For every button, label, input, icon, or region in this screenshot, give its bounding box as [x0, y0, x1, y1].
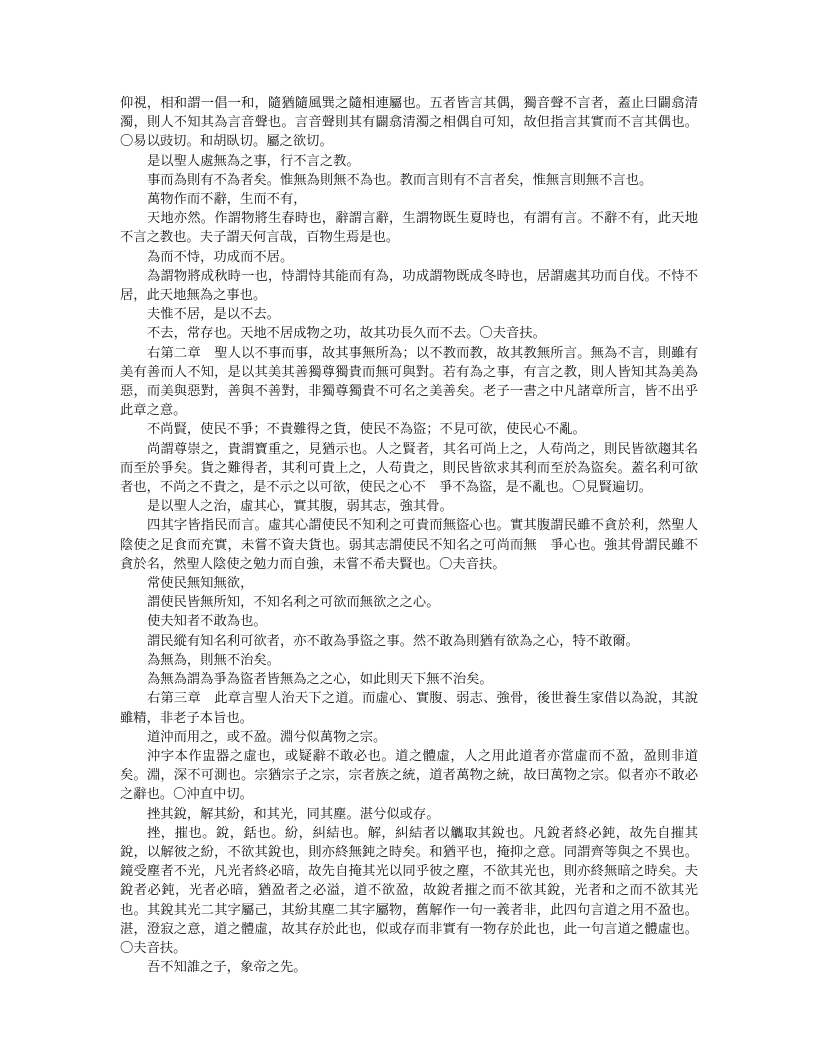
paragraph: 天地亦然。作謂物將生春時也，辭謂言辭，生謂物既生夏時也，有謂有言。不辭不有，此天地不言之教也。夫子謂天何言哉，百物生焉是也。: [120, 211, 698, 246]
paragraph: 萬物作而不辭，生而不有，: [147, 192, 307, 208]
paragraph: 尚謂尊崇之，貴謂寶重之，見猶示也。人之賢者，其名可尚上之，人苟尚之，則民皆欲趨其名而至於爭矣。貨之難得者，其利可貴上之，人苟貴之，則民皆欲求其利而至於為盜矣。蓋名利可欲者也，不尚之不貴之，是不示之以可欲，使民之心不 爭不為盜，是不亂也。〇見賢遍切。: [120, 441, 698, 496]
paragraph: 不去，常存也。天地不居成物之功，故其功長久而不去。〇夫音扶。: [147, 326, 546, 342]
paragraph: 為謂物將成秋時一也，恃謂恃其能而有為，功成謂物既成冬時也，居謂處其功而自伐。不恃不居，此天地無為之事也。: [120, 268, 698, 304]
paragraph: 謂使民皆無所知，不知名利之可欲而無欲之之心。: [147, 595, 440, 611]
paragraph: 夫惟不居，是以不去。: [147, 307, 280, 323]
paragraph: 事而為則有不為者矣。惟無為則無不為也。教而言則有不言者矣，惟無言則無不言也。: [147, 172, 653, 188]
paragraph: 謂民縱有知名利可欲者，亦不敢為爭盜之事。然不敢為則猶有欲為之心，特不敢爾。: [147, 633, 639, 649]
paragraph: 挫，摧也。銳，銛也。紛，糾結也。解，糾結者以觿取其銳也。凡銳者終必鈍，故先自摧其銳，以解彼之紛，不欲其銳也，則亦終無鈍之時矣。和猶平也，掩抑之意。同謂齊等與之不異也。鏡受塵者不光，凡光者終必暗，故先自掩其光以同乎彼之塵，不欲其光也，則亦終無暗之時矣。夫銳者必鈍，光者必暗，猶盈者之必溢，道不欲盈，故銳者摧之而不欲其銳，光者和之而不欲其光也。其銳其光二其字屬己，其紛其塵二其字屬物，舊解作一句一義者非，此四句言道之用不盈也。湛，澄寂之意，道之體虛，故其存於此也，似或存而非實有一物存於此也，此一句言道之體虛也。〇夫音扶。: [120, 825, 698, 956]
paragraph: 道沖而用之，或不盈。淵兮似萬物之宗。: [147, 729, 387, 745]
paragraph: 四其字皆指民而言。虛其心謂使民不知利之可貴而無盜心也。實其腹謂民雖不貪於利，然聖人陰使之足食而充實，未嘗不資夫貨也。弱其志謂使民不知名之可尚而無 爭心也。強其骨謂民雖不貪於名，然聖人陰使之勉力而自強，未嘗不希夫賢也。〇夫音扶。: [120, 518, 698, 572]
paragraph: 常使民無知無欲，: [147, 576, 254, 592]
paragraph: 仰視，相和謂一倡一和，隨猶隨風巽之隨相連屬也。五者皆言其偶，獨音聲不言者，蓋止曰闢翕清濁，則人不知其為言音聲也。言音聲則其有闢翕清濁之相偶自可知，故但指言其實而不言其偶也。〇易以豉切。和胡臥切。屬之欲切。: [120, 96, 698, 150]
document-page: [120, 94, 698, 977]
paragraph: 挫其銳，解其紛，和其光，同其塵。湛兮似或存。: [147, 806, 440, 822]
paragraph: 右第二章 聖人以不事而事，故其事無所為；以不教而教，故其教無所言。無為不言，則雖有美有善而人不知，是以其美其善獨尊獨貴而無可與對。若有為之事，有言之教，則人皆知其為美為惡，而美與惡對，善與不善對，非獨尊獨貴不可名之美善矣。老子一書之中凡諸章所言，皆不出乎此章之意。: [120, 345, 698, 419]
paragraph: 沖字本作盅器之虛也，或疑辭不敢必也。道之體虛，人之用此道者亦當虛而不盈，盈則非道矣。淵，深不可測也。宗猶宗子之宗，宗者族之統，道者萬物之統，故曰萬物之宗。似者亦不敢必之辭也。〇沖直中切。: [120, 748, 698, 803]
paragraph: 為無為，則無不治矣。: [147, 652, 280, 668]
paragraph: 不尚賢，使民不爭；不貴難得之貨，使民不為盜；不見可欲，使民心不亂。: [147, 422, 586, 438]
paragraph: 為而不恃，功成而不居。: [147, 249, 294, 265]
paragraph: 右第三章 此章言聖人治天下之道。而虛心、實腹、弱志、強骨，後世養生家借以為說，其說雖精，非老子本旨也。: [120, 691, 698, 726]
paragraph: 是以聖人之治，虛其心，實其腹，弱其志，強其骨。: [147, 499, 453, 515]
paragraph: 吾不知誰之子，象帝之先。: [147, 960, 307, 976]
paragraph: 為無為謂為爭為盜者皆無為之之心，如此則天下無不治矣。: [147, 672, 493, 688]
paragraph: 是以聖人處無為之事，行不言之教。: [147, 153, 360, 169]
paragraph: 使夫知者不敢為也。: [147, 614, 267, 630]
